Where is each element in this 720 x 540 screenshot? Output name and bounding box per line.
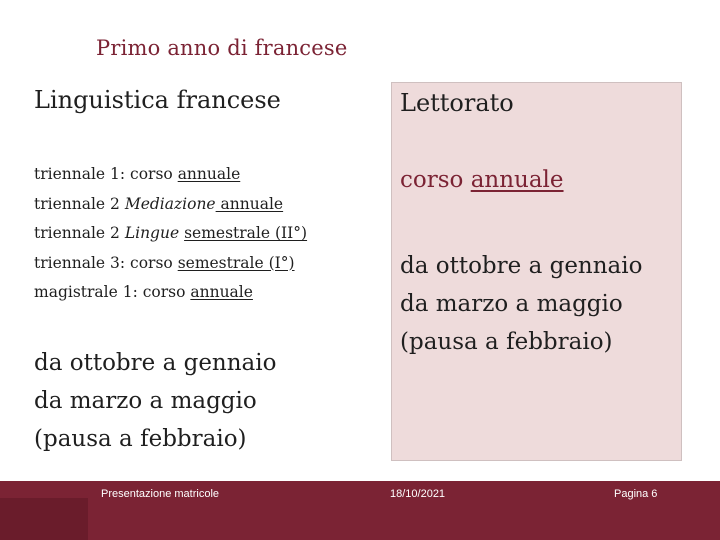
period-line: da marzo a maggio [34,388,257,414]
course-prefix: triennale 3: corso [34,253,178,272]
footer-page-number: Pagina 6 [614,488,658,500]
course-row [34,219,307,249]
course-row [34,160,307,190]
course-mode: annuale [215,194,284,213]
left-period [34,344,276,458]
course-italic: Mediazione [124,194,216,213]
period-line: da marzo a maggio [400,291,623,317]
period-line: (pausa a febbraio) [400,329,613,355]
period-line: da ottobre a gennaio [400,253,643,279]
mode-prefix: corso [400,167,471,193]
footer-bar [0,481,720,540]
footer-accent-block [0,498,88,540]
footer-date: 18/10/2021 [390,488,446,500]
course-mode: annuale [177,165,241,183]
slide-title: Primo anno di francese [96,36,348,60]
footer-presentation-label: Presentazione matricole [101,488,220,500]
left-column-heading: Linguistica francese [34,86,281,114]
course-italic: Lingue [124,224,180,242]
course-list [34,160,307,308]
lettorato-mode [400,167,564,193]
right-column-heading: Lettorato [400,89,514,117]
course-row [34,278,307,308]
course-row [34,249,307,279]
course-mode: semestrale (II°) [184,224,308,242]
right-period [400,247,642,361]
period-line: (pausa a febbraio) [34,426,247,452]
period-line: da ottobre a gennaio [34,350,277,376]
course-prefix: triennale 2 [34,224,125,242]
course-prefix: triennale 1: corso [34,165,178,183]
course-prefix: triennale 2 [34,194,125,213]
course-prefix: magistrale 1: corso [34,283,191,301]
course-row [34,190,307,220]
course-mode: annuale [190,283,253,301]
lettorato-box [391,82,682,461]
mode-underlined: annuale [470,167,564,193]
course-mode: semestrale (I°) [177,253,295,272]
